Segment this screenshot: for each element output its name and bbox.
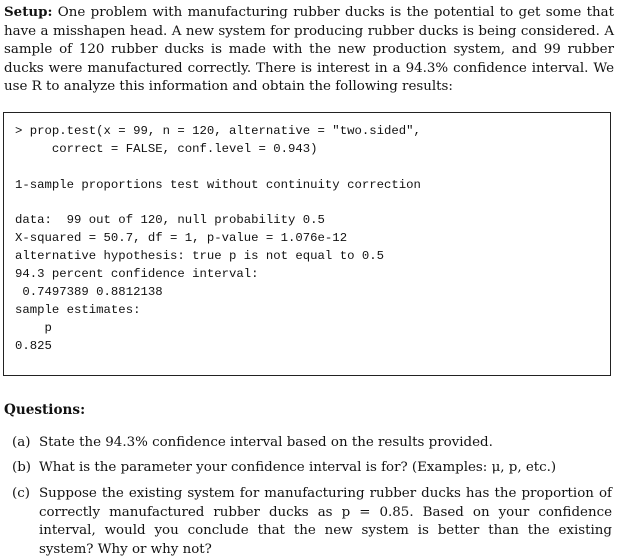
- r-alt-line: alternative hypothesis: true p is not equal to 0.5: [15, 249, 384, 263]
- question-a-text: State the 94.3% confidence interval based on the results provided.: [39, 435, 493, 450]
- question-b: [12, 459, 612, 479]
- r-command-line-2: correct = FALSE, conf.level = 0.943): [15, 142, 318, 156]
- setup-text: One problem with manufacturing rubber ducks is the potential to get some that have a misshapen head. A new system for producing rubber ducks is being considered. A sample of 120 rubber ducks is made with the new production system, and 99 rubber ducks were manufactured correctly. There is interest in a 94.3% confidence interval. We use R to analyze this information and obtain the following results:: [4, 5, 614, 94]
- r-ci-label: 94.3 percent confidence interval:: [15, 267, 259, 281]
- question-b-text: What is the parameter your confidence interval is for? (Examples: μ, p, etc.): [39, 460, 557, 475]
- r-command-line-1: > prop.test(x = 99, n = 120, alternative = "two.sided",: [15, 124, 421, 138]
- question-b-marker: (b): [12, 460, 32, 475]
- question-c-text: Suppose the existing system for manufacturing rubber ducks has the proportion of correctly manufactured rubber ducks as p = 0.85. Based on your confidence interval, would you conclude that the new system is better than the existing system? Why or why not?: [39, 486, 612, 557]
- question-c-marker: (c): [12, 486, 30, 501]
- setup-paragraph: [4, 3, 614, 97]
- r-est-value: 0.825: [15, 339, 52, 353]
- question-c: [12, 485, 612, 557]
- r-ci-values: 0.7497389 0.8812138: [15, 285, 163, 299]
- questions-heading: Questions:: [4, 402, 86, 418]
- r-est-label: sample estimates:: [15, 303, 141, 317]
- setup-label: Setup:: [4, 4, 53, 20]
- r-est-name: p: [15, 321, 52, 335]
- question-a: [12, 434, 612, 454]
- r-test-title: 1-sample proportions test without continuity correction: [15, 178, 421, 192]
- question-a-marker: (a): [12, 435, 31, 450]
- r-output-box: [3, 112, 611, 376]
- r-data-line: data: 99 out of 120, null probability 0.5: [15, 213, 325, 227]
- r-stat-line: X-squared = 50.7, df = 1, p-value = 1.076e-12: [15, 231, 348, 245]
